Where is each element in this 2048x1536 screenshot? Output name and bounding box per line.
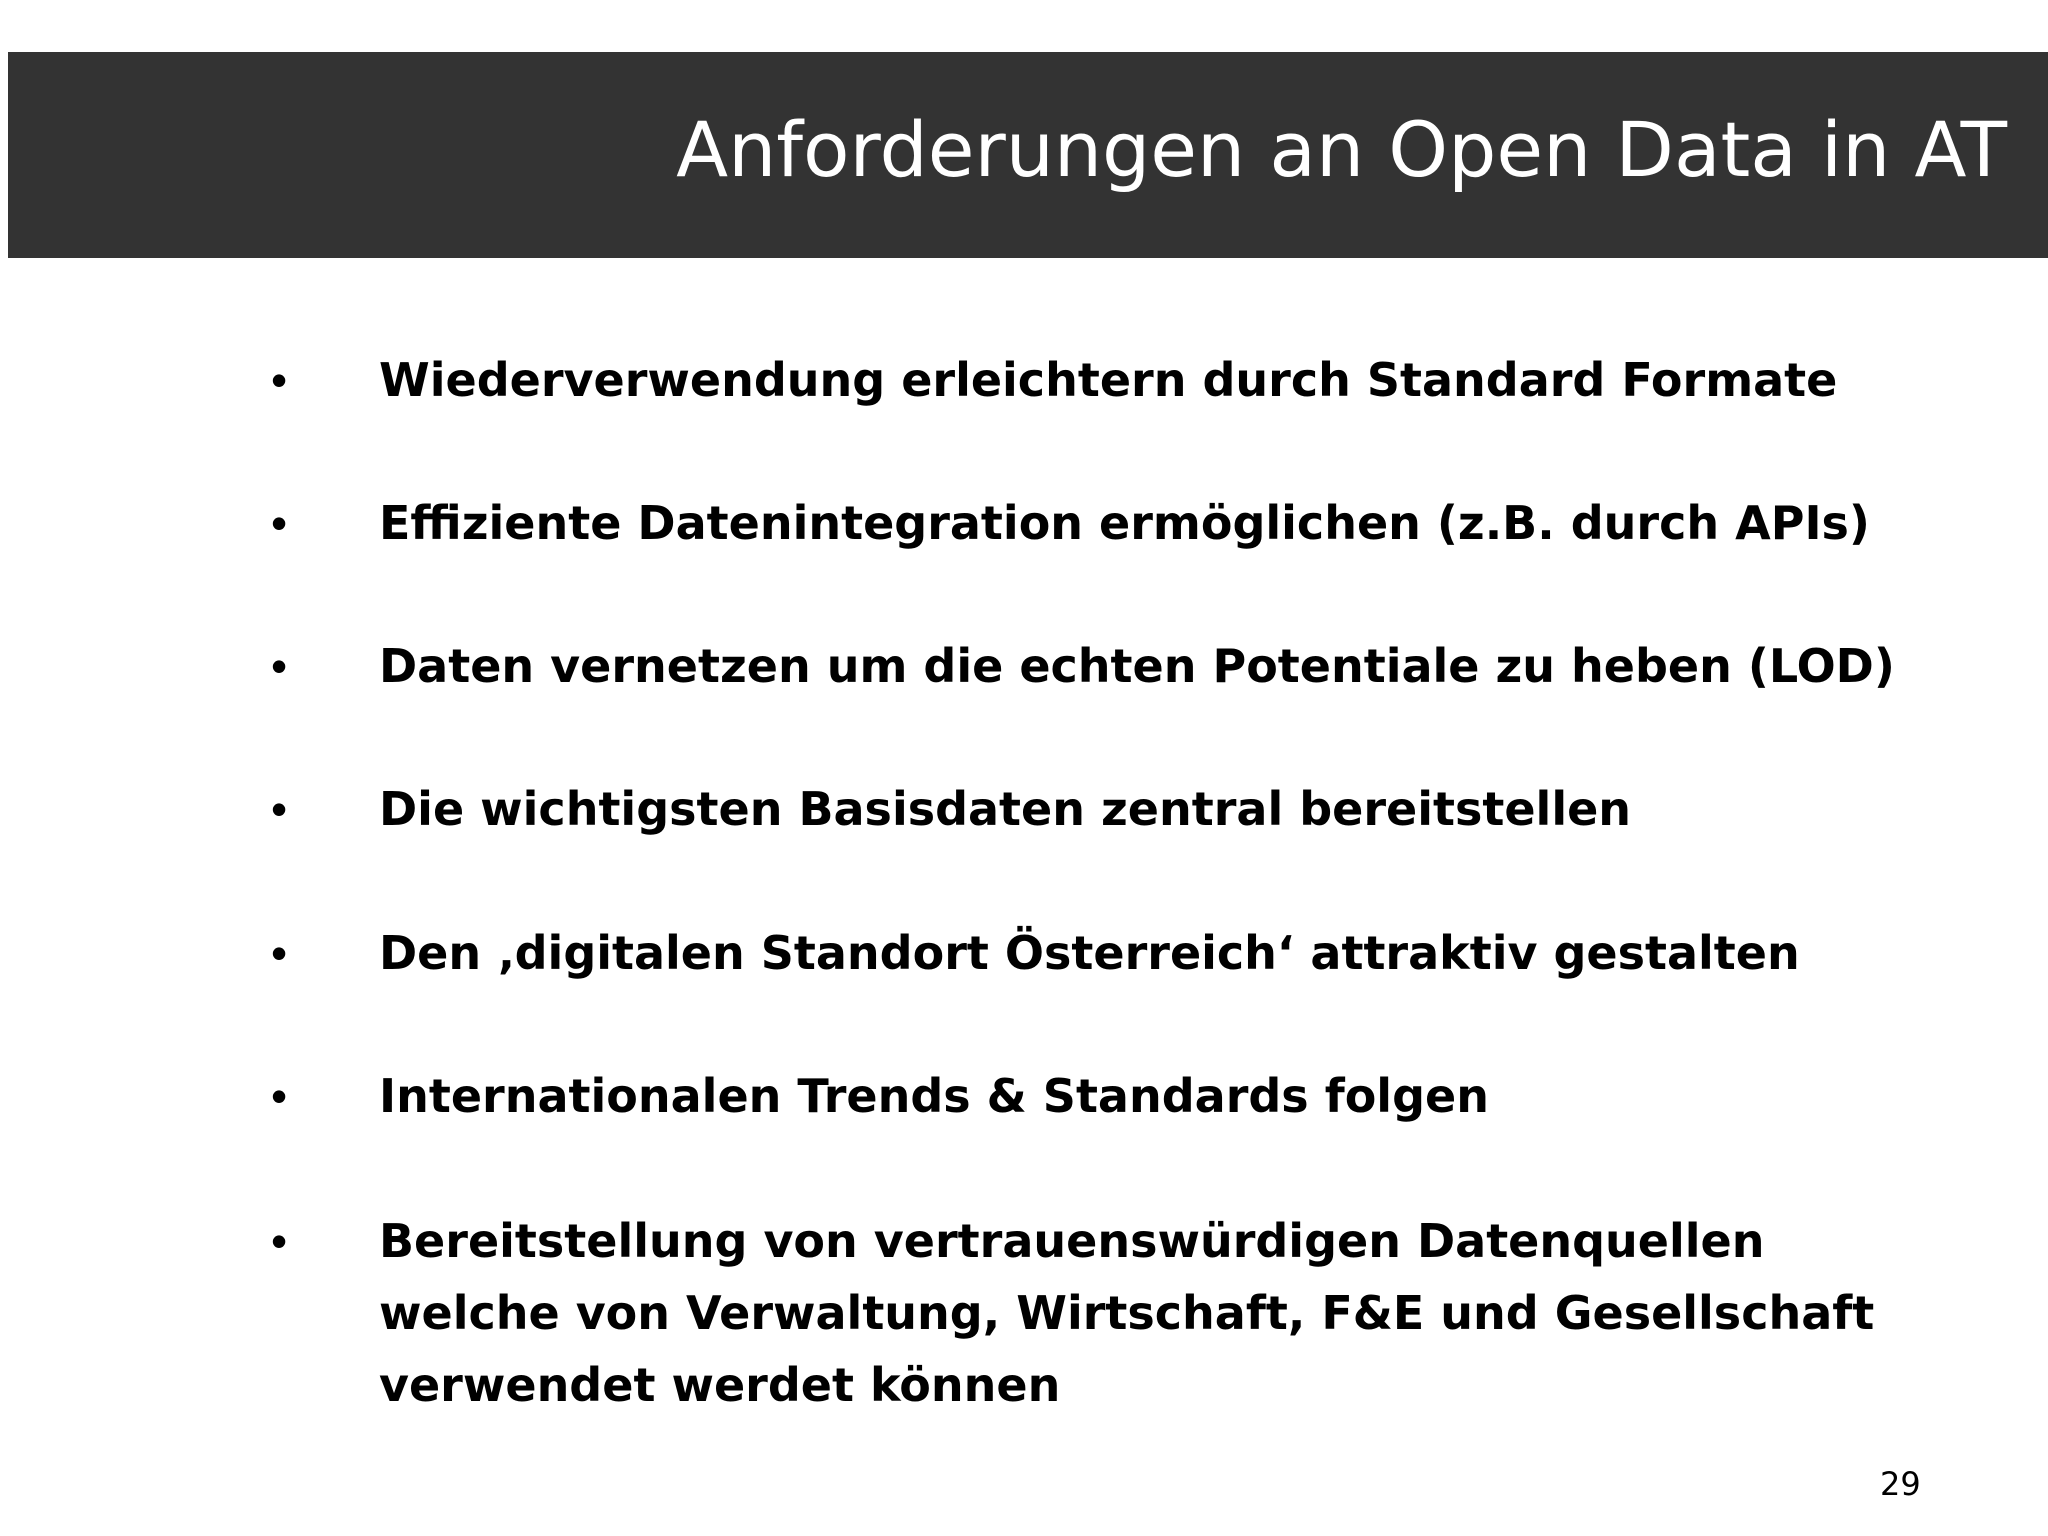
bullet-icon: •	[271, 640, 288, 692]
bullet-icon: •	[271, 354, 288, 406]
bullet-text: Daten vernetzen um die echten Potentiale zu heben (LOD)	[379, 639, 1895, 693]
page-number: 29	[1880, 1465, 1921, 1503]
bullet-icon: •	[271, 783, 288, 835]
bullet-text: Den ‚digitalen Standort Österreich‘ attraktiv gestalten	[379, 926, 1800, 980]
bullet-text: Effiziente Datenintegration ermöglichen (z.B. durch APIs)	[379, 496, 1870, 550]
bullet-icon: •	[271, 1215, 288, 1267]
bullet-icon: •	[271, 1070, 288, 1122]
bullet-text: Internationalen Trends & Standards folgen	[379, 1069, 1489, 1123]
bullet-text: Wiederverwendung erleichtern durch Standard Formate	[379, 353, 1838, 407]
slide-title: Anforderungen an Open Data in AT	[676, 105, 2007, 194]
bullet-text: Bereitstellung von vertrauenswürdigen Datenquellen welche von Verwaltung, Wirtschaft, F&E und Gesellschaft verwendet werdet können	[379, 1214, 1875, 1412]
bullet-text: Die wichtigsten Basisdaten zentral bereitstellen	[379, 782, 1632, 836]
bullet-icon: •	[271, 927, 288, 979]
bullet-icon: •	[271, 497, 288, 549]
